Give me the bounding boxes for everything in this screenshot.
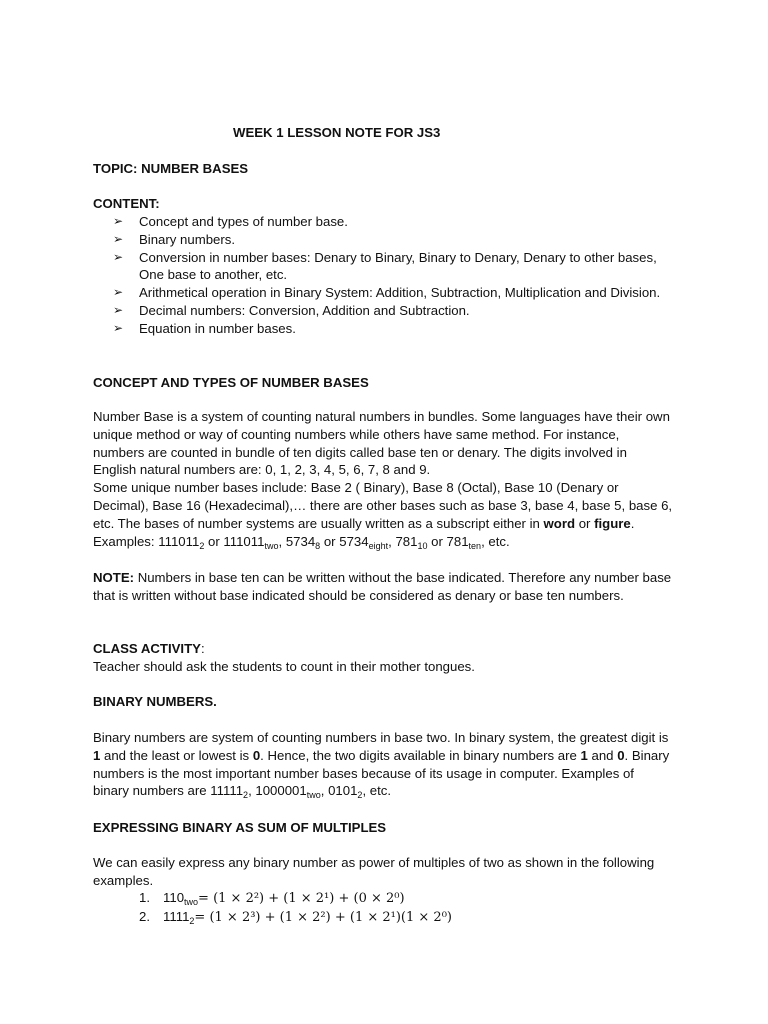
note-paragraph: NOTE: Numbers in base ten can be written without the base indicated. Therefore any number base that is written without base indicated should be considered as denary or base ten numbers. (93, 570, 672, 603)
expressing-heading: EXPRESSING BINARY AS SUM OF MULTIPLES (93, 820, 387, 835)
concept-para-1: Number Base is a system of counting natural numbers in bundles. Some languages have their own unique method or way of counting numbers while others have same method. For instance, numbers are counted in bundle of ten digits called base ten or denary. The digits involved in English natural numbers are: 0, 1, 2, 3, 4, 5, 6, 7, 8 and 9. (93, 409, 670, 478)
list-item: 2. $1111_2= (1 \times 2^3) + (1 \times 2^2) + (1 \times 2^1)(1 \times 2^0)$ (139, 908, 452, 926)
arrow-bullet-icon: ➢ (113, 320, 124, 335)
list-item: 1. $110_{two}= (1 \times 2^2) + (1 \times 2^1) + (0 \times 2^0)$ (139, 890, 405, 907)
class-activity-text: Teacher should ask the students to count in their mother tongues. (93, 658, 475, 674)
arrow-bullet-icon: ➢ (113, 285, 124, 300)
page-title: WEEK 1 LESSON NOTE FOR JS3 (233, 125, 441, 140)
topic-heading: TOPIC: NUMBER BASES (93, 161, 249, 176)
note-label: NOTE: (93, 570, 135, 585)
concept-paragraph (93, 408, 673, 550)
examples-list (93, 889, 673, 927)
list-item: ➢ Conversion in number bases: Denary to Binary, Binary to Denary, Denary to other bases, One base to another, etc. (113, 249, 657, 283)
arrow-bullet-icon: ➢ (113, 231, 124, 246)
list-item: ➢ Decimal numbers: Conversion, Addition and Subtraction. (113, 302, 470, 318)
list-item: ➢ Arithmetical operation in Binary System: Addition, Subtraction, Multiplication and Division. (113, 285, 661, 301)
concept-para-2: Some unique number bases include: Base 2 ( Binary), Base 8 (Octal), Base 10 (Denary or Decimal), Base 16 (Hexadecimal),… there are other bases such as base 3, base 4, base 5, base 6, etc. The bases of number systems are usually written as a subscript either in word or figure. Examples: $111011_2$ or $111011_{two}$, $5734_8$ or $5734_{eight}$, $781_{10}$ or $781_{ten}$, etc. (93, 480, 673, 551)
class-activity-label: CLASS ACTIVITY (93, 641, 201, 656)
concept-heading: CONCEPT AND TYPES OF NUMBER BASES (93, 375, 369, 390)
arrow-bullet-icon: ➢ (113, 214, 124, 228)
list-item: ➢ Binary numbers. (113, 231, 236, 247)
content-list (93, 213, 673, 338)
list-item: ➢ Concept and types of number base. (113, 214, 348, 229)
expressing-paragraph: We can easily express any binary number as power of multiples of two as shown in the following examples. (93, 855, 655, 888)
arrow-bullet-icon: ➢ (113, 302, 124, 317)
binary-heading: BINARY NUMBERS. (93, 694, 217, 709)
class-activity: CLASS ACTIVITY: Teacher should ask the students to count in their mother tongues. (93, 640, 673, 676)
arrow-bullet-icon: ➢ (113, 249, 124, 264)
list-item: ➢ Equation in number bases. (113, 320, 296, 336)
content-heading: CONTENT: (93, 196, 160, 211)
binary-paragraph: Binary numbers are system of counting numbers in base two. In binary system, the greatest digit is 1 and the least or lowest is 0. Hence, the two digits available in binary numbers are 1 and 0. Binary numbers is the most important number bases because of its usage in computer. Examples of binary numbers are $11111_2$, $1000001_{two}$, $0101_2$, etc. (93, 730, 670, 801)
